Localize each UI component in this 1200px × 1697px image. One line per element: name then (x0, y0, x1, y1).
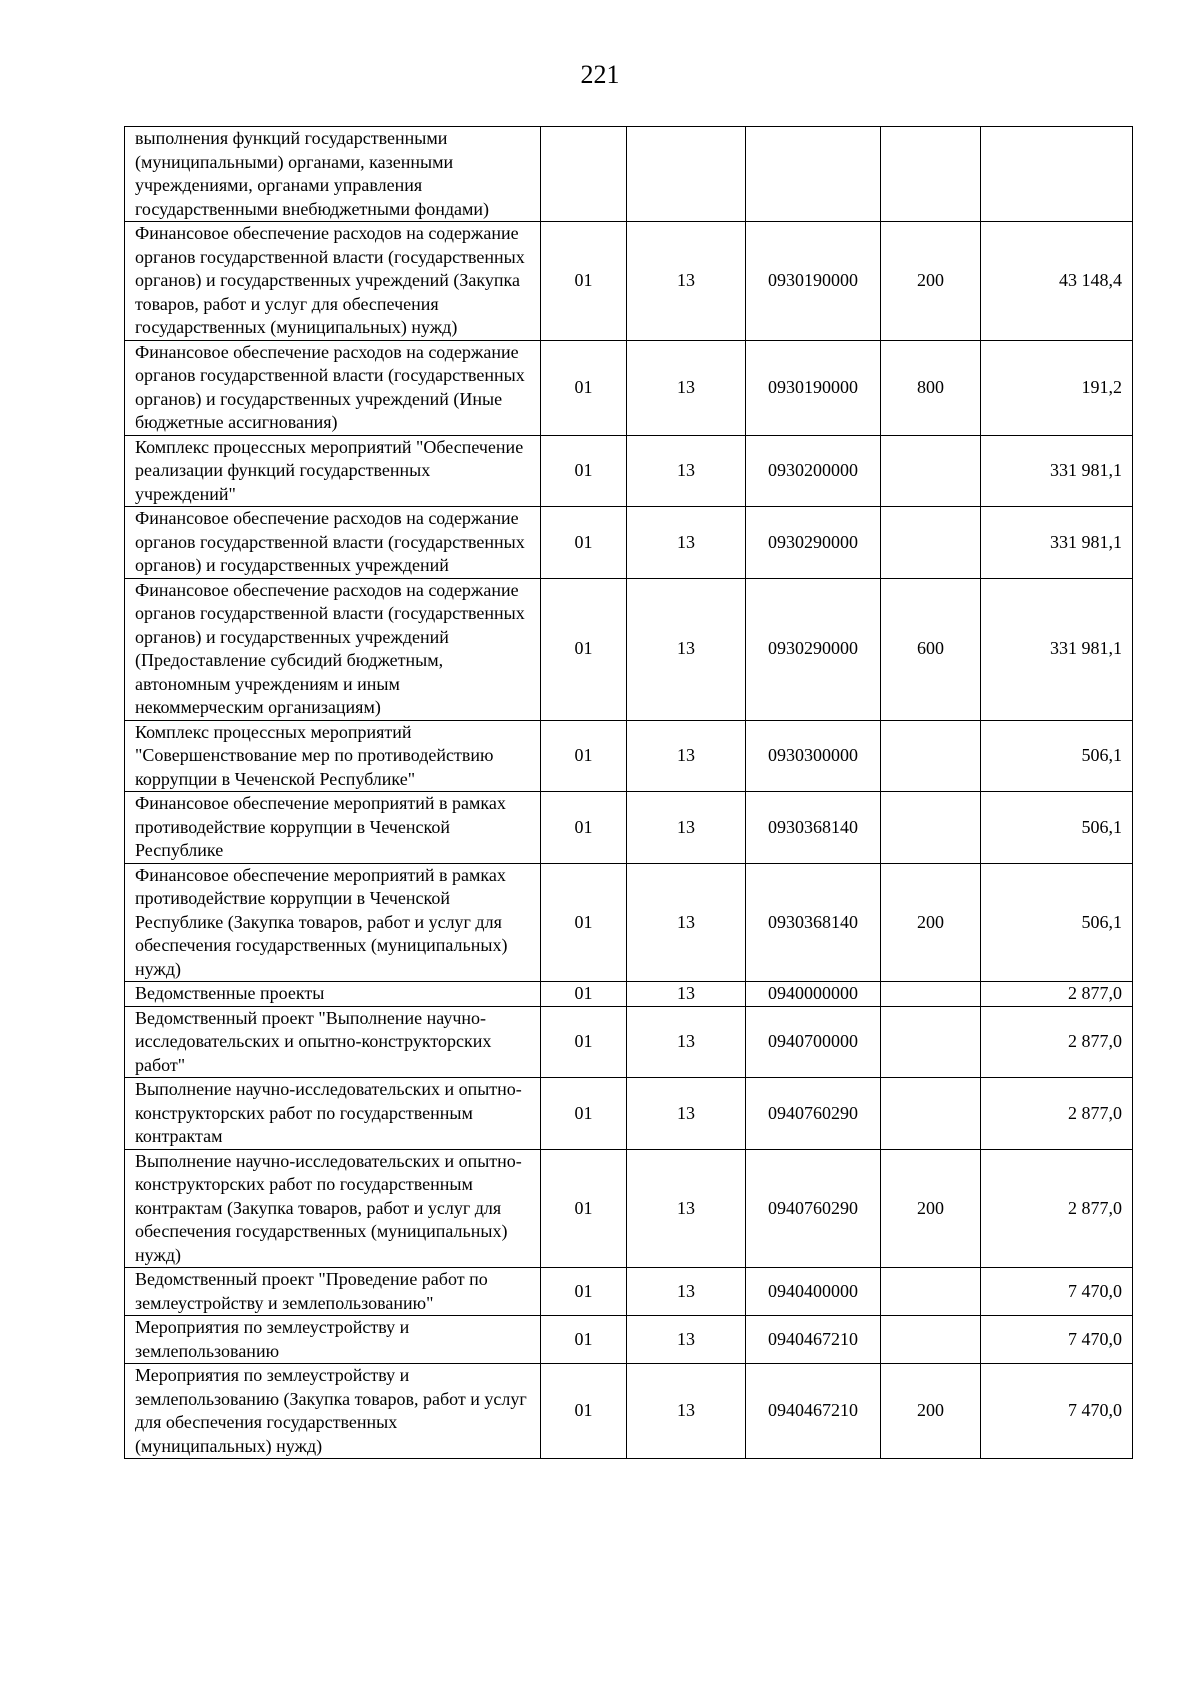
target-article-cell: 0940467210 (746, 1364, 881, 1459)
expense-type-cell (881, 982, 981, 1007)
section-code-cell: 01 (541, 792, 627, 864)
subsection-code-cell: 13 (627, 1316, 746, 1364)
target-article-cell: 0940000000 (746, 982, 881, 1007)
target-article-cell: 0940700000 (746, 1006, 881, 1078)
expense-type-cell (881, 1006, 981, 1078)
subsection-code-cell: 13 (627, 507, 746, 579)
expense-type-cell (881, 792, 981, 864)
table-row (125, 1006, 1133, 1078)
row-name-cell: Мероприятия по землеустройству и землепользованию (Закупка товаров, работ и услуг для обеспечения государственных (муниципальных) нужд) (125, 1364, 541, 1459)
target-article-cell: 0930368140 (746, 792, 881, 864)
table-row (125, 1268, 1133, 1316)
row-name-cell: Финансовое обеспечение мероприятий в рамках противодействие коррупции в Чеченской Республике (Закупка товаров, работ и услуг для обеспечения государственных (муниципальных) нужд) (125, 863, 541, 982)
section-code-cell: 01 (541, 1316, 627, 1364)
amount-cell: 506,1 (981, 863, 1133, 982)
page-number: 221 (580, 60, 620, 89)
target-article-cell: 0940760290 (746, 1149, 881, 1268)
table-row (125, 340, 1133, 435)
row-name-cell: Выполнение научно-исследовательских и опытно-конструкторских работ по государственным контрактам (Закупка товаров, работ и услуг для обеспечения государственных (муниципальных) нужд) (125, 1149, 541, 1268)
expense-type-cell: 200 (881, 1149, 981, 1268)
subsection-code-cell: 13 (627, 1364, 746, 1459)
section-code-cell: 01 (541, 1006, 627, 1078)
subsection-code-cell: 13 (627, 1078, 746, 1150)
target-article-cell: 0930190000 (746, 222, 881, 341)
section-code-cell: 01 (541, 435, 627, 507)
row-name-cell: Ведомственный проект "Выполнение научно-исследовательских и опытно-конструкторских работ" (125, 1006, 541, 1078)
section-code-cell: 01 (541, 222, 627, 341)
row-name-cell: Ведомственный проект "Проведение работ по землеустройству и землепользованию" (125, 1268, 541, 1316)
row-name-cell: Ведомственные проекты (125, 982, 541, 1007)
table-row (125, 792, 1133, 864)
table-row (125, 720, 1133, 792)
section-code-cell: 01 (541, 863, 627, 982)
row-name-cell: Финансовое обеспечение расходов на содержание органов государственной власти (государственных органов) и государственных учреждений (Предоставление субсидий бюджетным, автономным учреждениям и иным некоммерческим организациям) (125, 578, 541, 720)
expense-type-cell (881, 507, 981, 579)
amount-cell: 191,2 (981, 340, 1133, 435)
target-article-cell: 0930290000 (746, 507, 881, 579)
expense-type-cell (881, 127, 981, 222)
row-name-cell: Финансовое обеспечение расходов на содержание органов государственной власти (государственных органов) и государственных учреждений (Закупка товаров, работ и услуг для обеспечения государственных (муниципальных) нужд) (125, 222, 541, 341)
table-row (125, 1364, 1133, 1459)
table-row (125, 1078, 1133, 1150)
table-row (125, 1149, 1133, 1268)
row-name-cell: Финансовое обеспечение расходов на содержание органов государственной власти (государственных органов) и государственных учреждений (Иные бюджетные ассигнования) (125, 340, 541, 435)
row-name-cell: выполнения функций государственными (муниципальными) органами, казенными учреждениями, органами управления государственными внебюджетными фондами) (125, 127, 541, 222)
target-article-cell: 0930200000 (746, 435, 881, 507)
expense-type-cell: 600 (881, 578, 981, 720)
row-name-cell: Выполнение научно-исследовательских и опытно-конструкторских работ по государственным контрактам (125, 1078, 541, 1150)
amount-cell: 2 877,0 (981, 1078, 1133, 1150)
target-article-cell: 0940400000 (746, 1268, 881, 1316)
amount-cell: 2 877,0 (981, 982, 1133, 1007)
amount-cell: 331 981,1 (981, 507, 1133, 579)
table-row (125, 435, 1133, 507)
amount-cell: 7 470,0 (981, 1364, 1133, 1459)
subsection-code-cell: 13 (627, 792, 746, 864)
subsection-code-cell: 13 (627, 578, 746, 720)
subsection-code-cell: 13 (627, 222, 746, 341)
expense-type-cell: 200 (881, 863, 981, 982)
amount-cell: 331 981,1 (981, 578, 1133, 720)
target-article-cell: 0940760290 (746, 1078, 881, 1150)
subsection-code-cell (627, 127, 746, 222)
expense-type-cell (881, 435, 981, 507)
amount-cell (981, 127, 1133, 222)
expense-type-cell (881, 1316, 981, 1364)
target-article-cell: 0940467210 (746, 1316, 881, 1364)
table-row (125, 222, 1133, 341)
table-row (125, 507, 1133, 579)
table-row (125, 1316, 1133, 1364)
subsection-code-cell: 13 (627, 720, 746, 792)
target-article-cell (746, 127, 881, 222)
expense-type-cell (881, 1268, 981, 1316)
target-article-cell: 0930368140 (746, 863, 881, 982)
row-name-cell: Мероприятия по землеустройству и землепользованию (125, 1316, 541, 1364)
row-name-cell: Финансовое обеспечение расходов на содержание органов государственной власти (государственных органов) и государственных учреждений (125, 507, 541, 579)
expense-type-cell: 200 (881, 1364, 981, 1459)
section-code-cell: 01 (541, 1364, 627, 1459)
table-row (125, 127, 1133, 222)
expense-type-cell: 800 (881, 340, 981, 435)
subsection-code-cell: 13 (627, 1006, 746, 1078)
amount-cell: 2 877,0 (981, 1149, 1133, 1268)
budget-table-body (125, 127, 1133, 1459)
row-name-cell: Финансовое обеспечение мероприятий в рамках противодействие коррупции в Чеченской Республике (125, 792, 541, 864)
target-article-cell: 0930190000 (746, 340, 881, 435)
expense-type-cell: 200 (881, 222, 981, 341)
table-row (125, 578, 1133, 720)
row-name-cell: Комплекс процессных мероприятий "Совершенствование мер по противодействию коррупции в Чеченской Республике" (125, 720, 541, 792)
section-code-cell: 01 (541, 720, 627, 792)
amount-cell: 7 470,0 (981, 1316, 1133, 1364)
section-code-cell: 01 (541, 340, 627, 435)
subsection-code-cell: 13 (627, 435, 746, 507)
target-article-cell: 0930300000 (746, 720, 881, 792)
amount-cell: 43 148,4 (981, 222, 1133, 341)
target-article-cell: 0930290000 (746, 578, 881, 720)
amount-cell: 2 877,0 (981, 1006, 1133, 1078)
subsection-code-cell: 13 (627, 982, 746, 1007)
subsection-code-cell: 13 (627, 1268, 746, 1316)
expense-type-cell (881, 1078, 981, 1150)
section-code-cell: 01 (541, 578, 627, 720)
amount-cell: 7 470,0 (981, 1268, 1133, 1316)
row-name-cell: Комплекс процессных мероприятий "Обеспечение реализации функций государственных учреждений" (125, 435, 541, 507)
subsection-code-cell: 13 (627, 863, 746, 982)
subsection-code-cell: 13 (627, 340, 746, 435)
table-row (125, 982, 1133, 1007)
section-code-cell: 01 (541, 1149, 627, 1268)
expense-type-cell (881, 720, 981, 792)
budget-table (124, 126, 1133, 1459)
table-row (125, 863, 1133, 982)
amount-cell: 331 981,1 (981, 435, 1133, 507)
section-code-cell (541, 127, 627, 222)
section-code-cell: 01 (541, 1078, 627, 1150)
section-code-cell: 01 (541, 1268, 627, 1316)
subsection-code-cell: 13 (627, 1149, 746, 1268)
section-code-cell: 01 (541, 507, 627, 579)
amount-cell: 506,1 (981, 792, 1133, 864)
section-code-cell: 01 (541, 982, 627, 1007)
amount-cell: 506,1 (981, 720, 1133, 792)
